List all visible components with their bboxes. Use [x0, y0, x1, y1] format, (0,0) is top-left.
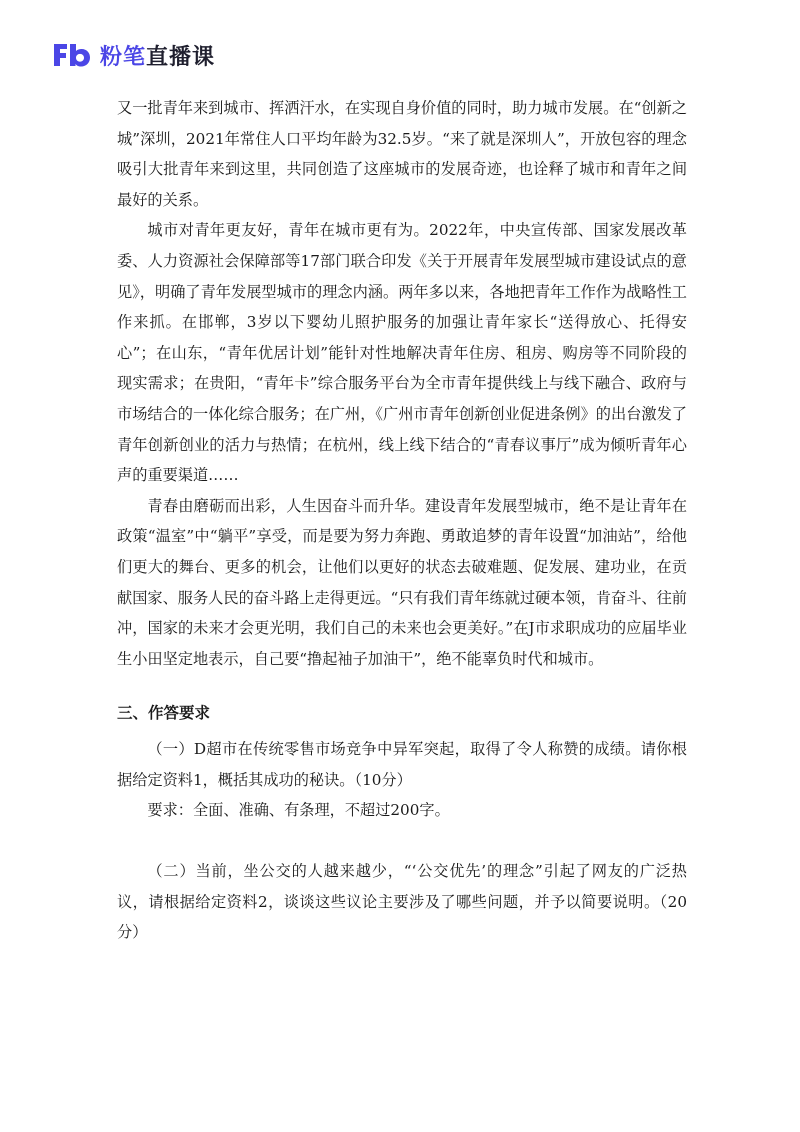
brand-part-1: 粉笔 [100, 44, 147, 70]
page-header [52, 38, 215, 72]
paragraph-2: 城市对青年更友好，青年在城市更有为。2022年，中央宣传部、国家发展改革委、人力资源社会保障部等17部门联合印发《关于开展青年发展型城市建设试点的意见》，明确了青年发展型城市的理念内涵。两年多以来，各地把青年工作作为战略性工作来抓。在邯郸，3岁以下婴幼儿照护服务的加强让青年家长“送得放心、托得安心”；在山东，“青年优居计划”能针对性地解决青年住房、租房、购房等不同阶段的现实需求；在贵阳，“青年卡”综合服务平台为全市青年提供线上与线下融合、政府与市场结合的一体化综合服务；在广州，《广州市青年创新创业促进条例》的出台激发了青年创新创业的活力与热情；在杭州，线上线下结合的“青春议事厅”成为倾听青年心声的重要渠道…… [117, 221, 687, 485]
brand-name [100, 40, 215, 71]
question-2 [117, 856, 687, 948]
question-1-requirement: 要求：全面、准确、有条理，不超过200字。 [147, 801, 450, 820]
document-body [117, 93, 687, 948]
question-1 [117, 734, 687, 826]
section-title: 三、作答要求 [117, 704, 211, 723]
fb-logo-icon [52, 42, 92, 68]
question-2-text: （二）当前，坐公交的人越来越少，“‘公交优先’的理念”引起了网友的广泛热议，请根据给定资料2，谈谈这些议论主要涉及了哪些问题，并予以简要说明。（20分） [117, 862, 687, 942]
paragraph-3: 青春由磨砺而出彩，人生因奋斗而升华。建设青年发展型城市，绝不是让青年在政策“温室”中“躺平”享受，而是要为努力奔跑、勇敢追梦的青年设置“加油站”，给他们更大的舞台、更多的机会，让他们以更好的状态去破难题、促发展、建功业，在贡献国家、服务人民的奋斗路上走得更远。“只有我们青年练就过硬本领，肯奋斗、往前冲，国家的未来才会更光明，我们自己的未来也会更美好。”在J市求职成功的应届毕业生小田坚定地表示，自己要“撸起袖子加油干”，绝不能辜负时代和城市。 [117, 496, 687, 668]
question-1-text: （一）D超市在传统零售市场竞争中异军突起，取得了令人称赞的成绩。请你根据给定资料1，概括其成功的秘诀。（10分） [117, 740, 687, 789]
brand-part-2: 直播课 [146, 44, 216, 70]
paragraph-1: 又一批青年来到城市、挥洒汗水，在实现自身价值的同时，助力城市发展。在“创新之城”深圳，2021年常住人口平均年龄为32.5岁。“来了就是深圳人”，开放包容的理念吸引大批青年来到这里，共同创造了这座城市的发展奇迹，也诠释了城市和青年之间最好的关系。 [117, 99, 687, 209]
